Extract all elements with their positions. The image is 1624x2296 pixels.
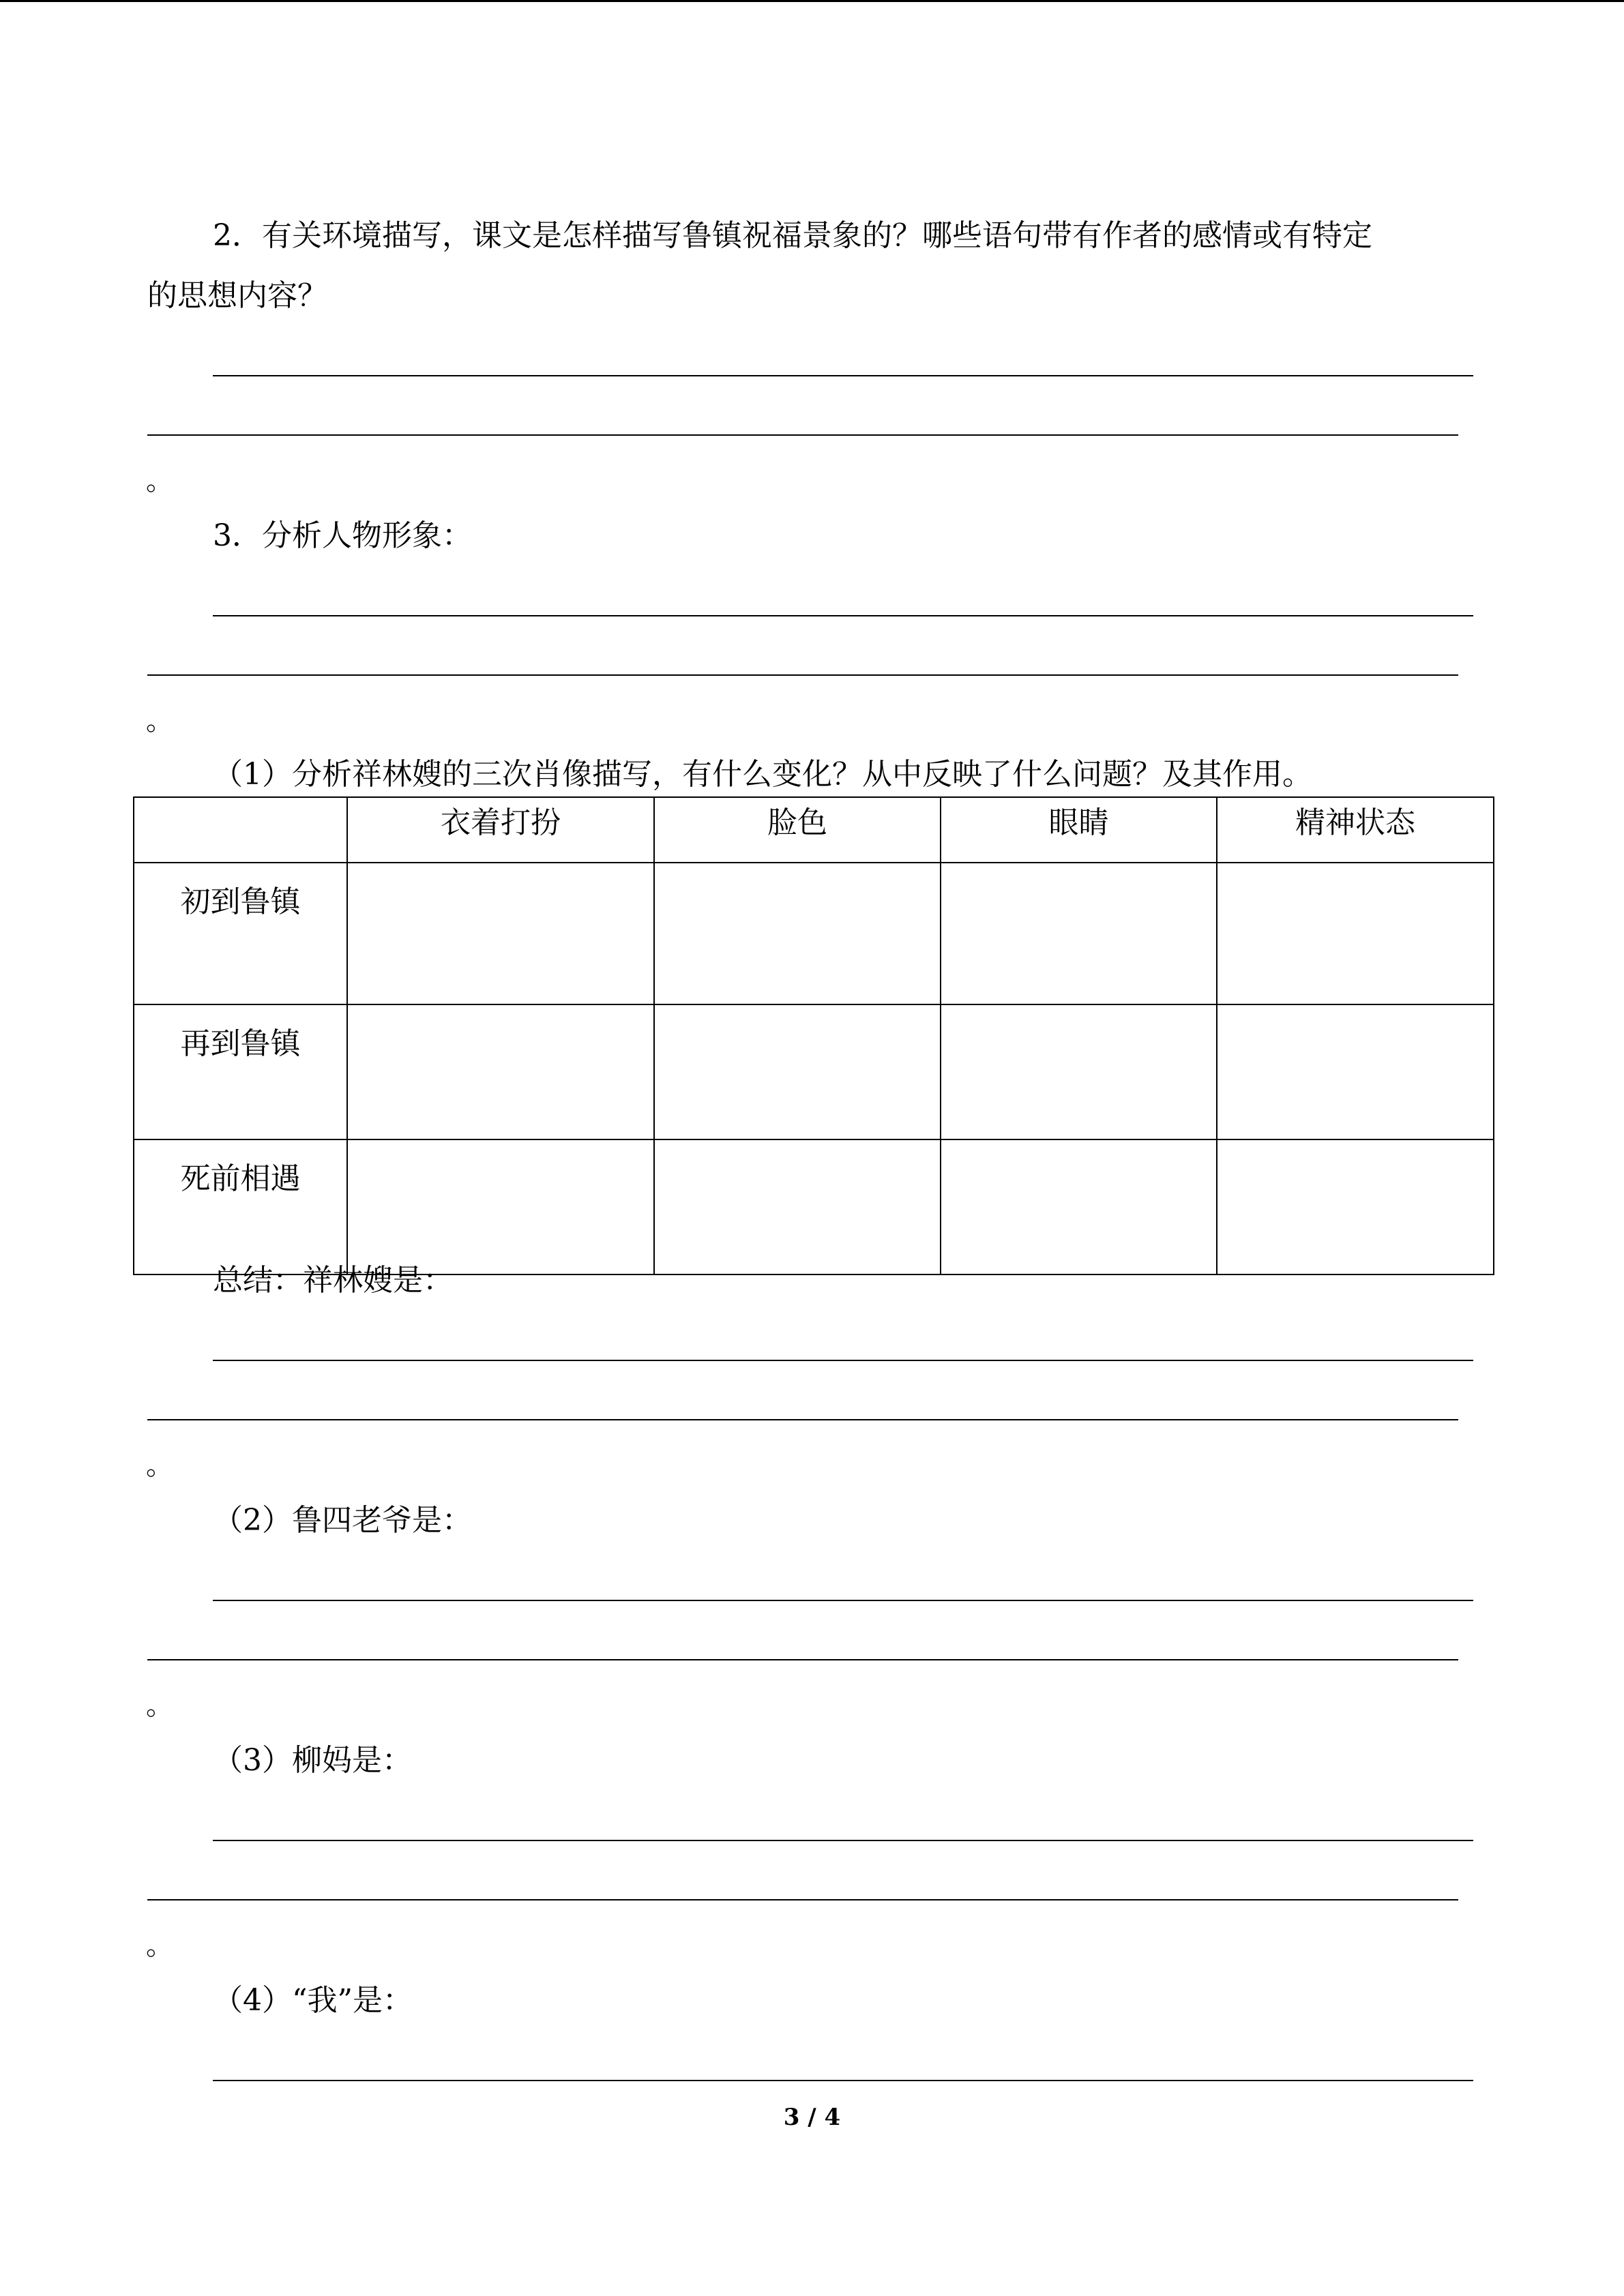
answer-line[interactable] xyxy=(213,1360,1473,1361)
answer-line[interactable] xyxy=(213,2080,1473,2081)
part-1-prompt: （1）分析祥林嫂的三次肖像描写，有什么变化？从中反映了什么问题？及其作用。 xyxy=(213,757,1312,792)
part-4-prompt: （4）“我”是： xyxy=(213,1983,413,2018)
table-row-label: 死前相遇 xyxy=(134,1139,347,1274)
answer-line[interactable] xyxy=(213,375,1473,376)
end-mark: 。 xyxy=(146,1930,173,1961)
page-top-border xyxy=(0,0,1624,2)
answer-line[interactable] xyxy=(213,1840,1473,1841)
table-cell-input[interactable] xyxy=(347,1139,654,1274)
question-2-line-2: 的思想内容？ xyxy=(147,278,327,313)
table-row xyxy=(134,1004,1494,1139)
table-cell-input[interactable] xyxy=(654,1004,941,1139)
portrait-table xyxy=(133,796,1494,1275)
end-mark: 。 xyxy=(146,1450,173,1481)
answer-line[interactable] xyxy=(147,434,1458,436)
table-header-row xyxy=(134,797,1494,863)
table-row-label: 初到鲁镇 xyxy=(134,863,347,1004)
part-2-prompt: （2）鲁四老爷是： xyxy=(213,1503,472,1538)
answer-line[interactable] xyxy=(147,1419,1458,1420)
answer-line[interactable] xyxy=(147,1659,1458,1660)
table-cell-input[interactable] xyxy=(941,863,1217,1004)
table-header-cell xyxy=(134,797,347,863)
page-number: 3 / 4 xyxy=(783,2104,841,2131)
table-cell-input[interactable] xyxy=(347,863,654,1004)
table-cell-input[interactable] xyxy=(654,1139,941,1274)
table-cell-input[interactable] xyxy=(347,1004,654,1139)
question-3-title: 3．分析人物形象： xyxy=(213,518,472,553)
table-header-cell: 眼睛 xyxy=(941,797,1217,863)
end-mark: 。 xyxy=(146,705,173,736)
question-2-line-1: 2．有关环境描写，课文是怎样描写鲁镇祝福景象的？哪些语句带有作者的感情或有特定 xyxy=(213,218,1372,253)
table-cell-input[interactable] xyxy=(941,1139,1217,1274)
table-header-cell: 精神状态 xyxy=(1217,797,1494,863)
answer-line[interactable] xyxy=(213,615,1473,616)
end-mark: 。 xyxy=(146,1690,173,1721)
table-cell-input[interactable] xyxy=(1217,1004,1494,1139)
table-cell-input[interactable] xyxy=(654,863,941,1004)
answer-line[interactable] xyxy=(147,674,1458,676)
table-cell-input[interactable] xyxy=(1217,863,1494,1004)
table-header-cell: 衣着打扮 xyxy=(347,797,654,863)
table-cell-input[interactable] xyxy=(941,1004,1217,1139)
part-1-summary: 总结：祥林嫂是： xyxy=(213,1263,453,1298)
table-row xyxy=(134,1139,1494,1274)
part-3-prompt: （3）柳妈是： xyxy=(213,1743,412,1778)
table-row xyxy=(134,863,1494,1004)
table-header-cell: 脸色 xyxy=(654,797,941,863)
end-mark: 。 xyxy=(146,465,173,496)
answer-line[interactable] xyxy=(213,1600,1473,1601)
table-cell-input[interactable] xyxy=(1217,1139,1494,1274)
answer-line[interactable] xyxy=(147,1899,1458,1900)
table-row-label: 再到鲁镇 xyxy=(134,1004,347,1139)
